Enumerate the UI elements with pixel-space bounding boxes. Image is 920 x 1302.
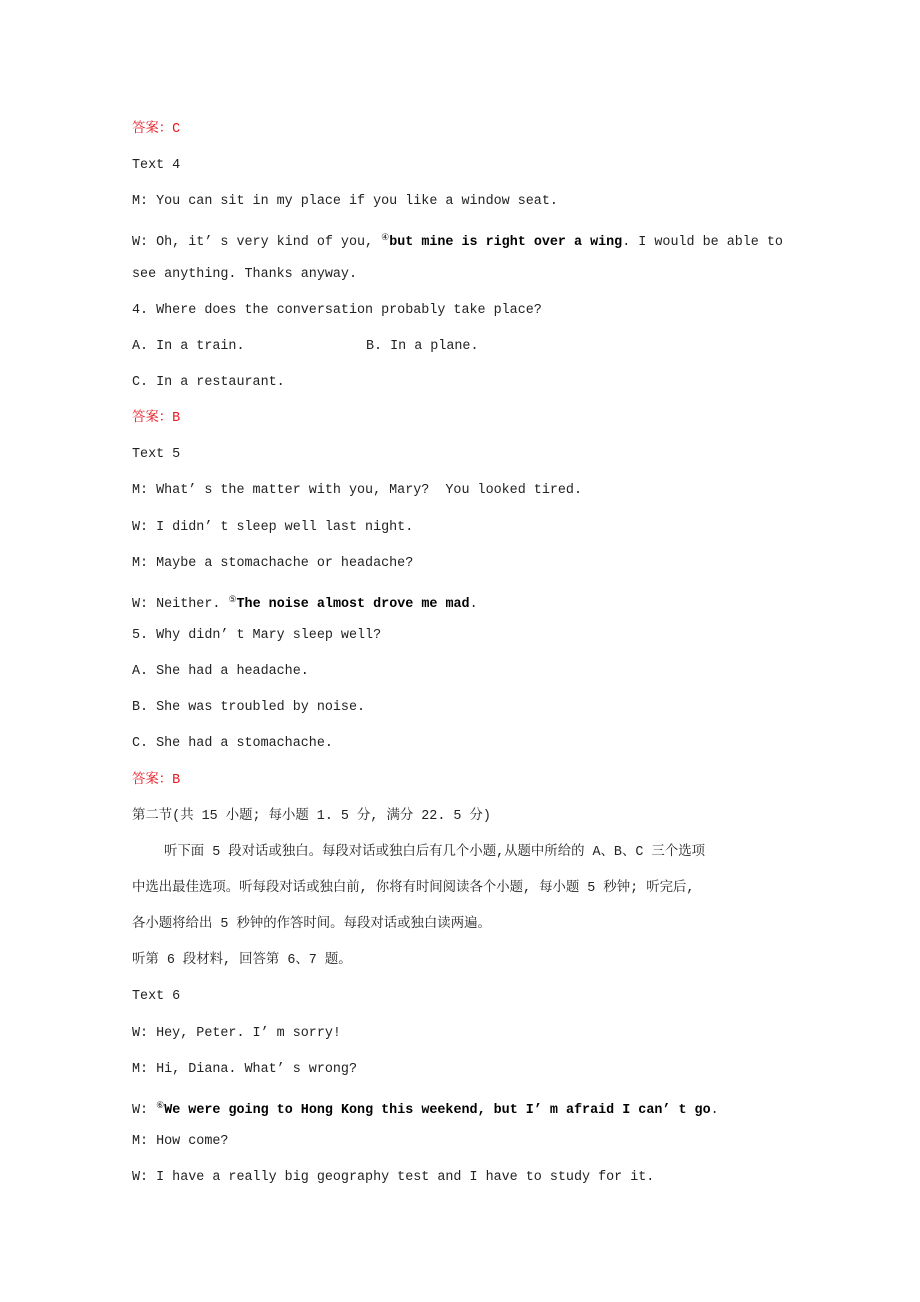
text-line bbox=[132, 914, 802, 950]
text-line bbox=[132, 806, 802, 842]
text-line bbox=[132, 950, 802, 986]
text-segment: 答案：C bbox=[132, 122, 181, 137]
text-line bbox=[132, 661, 802, 697]
bold-key-sentence: The noise almost drove me mad bbox=[236, 596, 470, 612]
text-segment: W: Oh, it’ s very kind of you, bbox=[132, 235, 382, 251]
text-segment: . bbox=[710, 1102, 719, 1118]
text-line bbox=[132, 480, 802, 516]
circled-number: ⑥ bbox=[156, 1100, 165, 1111]
text-line bbox=[132, 517, 802, 553]
text-line bbox=[132, 191, 802, 227]
text-line bbox=[132, 300, 802, 336]
text-segment: 各小题将给出 5 秒钟的作答时间。每段对话或独白读两遍。 bbox=[132, 917, 491, 933]
text-line bbox=[132, 733, 802, 769]
circled-number: ④ bbox=[381, 233, 390, 244]
text-line bbox=[132, 1023, 802, 1059]
text-segment: 答案：B bbox=[132, 772, 181, 788]
text-segment: 听第 6 段材料, 回答第 6、7 题。 bbox=[132, 953, 352, 969]
text-line bbox=[132, 1095, 802, 1131]
text-segment: M: You can sit in my place if you like a window seat. bbox=[132, 194, 558, 210]
text-segment: W: Neither. bbox=[132, 596, 229, 612]
answer-line bbox=[132, 408, 802, 444]
text-line bbox=[132, 227, 802, 263]
document-page bbox=[132, 119, 802, 1203]
text-line bbox=[132, 878, 802, 914]
answer-line bbox=[132, 770, 802, 806]
text-segment: B. She was troubled by noise. bbox=[132, 700, 366, 716]
text-segment: M: Hi, Diana. What’ s wrong? bbox=[132, 1061, 357, 1077]
text-line bbox=[132, 372, 802, 408]
text-line bbox=[132, 986, 802, 1022]
text-segment: A. She had a headache. bbox=[132, 664, 309, 680]
text-segment: 听下面 5 段对话或独白。每段对话或独白后有几个小题,从题中所给的 A、B、C 三个选项 bbox=[164, 844, 705, 860]
text-segment: . I would be able to bbox=[622, 235, 783, 251]
text-line bbox=[132, 625, 802, 661]
text-segment: A. In a train. bbox=[132, 338, 245, 354]
text-segment: M: What’ s the matter with you, Mary? You looked tired. bbox=[132, 483, 582, 499]
text-segment: M: How come? bbox=[132, 1133, 229, 1149]
text-segment: 答案：B bbox=[132, 411, 181, 427]
text-line bbox=[132, 697, 802, 733]
bold-key-sentence: We were going to Hong Kong this weekend, but I’ m afraid I can’ t go bbox=[164, 1102, 711, 1118]
text-segment: Text 6 bbox=[132, 989, 181, 1005]
circled-number: ⑤ bbox=[228, 594, 237, 605]
text-segment: W: I didn’ t sleep well last night. bbox=[132, 519, 414, 535]
text-line bbox=[132, 1167, 802, 1203]
answer-line bbox=[132, 119, 802, 155]
text-segment: . bbox=[469, 596, 478, 612]
text-segment: 第二节(共 15 小题; 每小题 1. 5 分, 满分 22. 5 分) bbox=[132, 808, 491, 824]
text-segment: 4. Where does the conversation probably take place? bbox=[132, 302, 542, 318]
text-segment: Text 5 bbox=[132, 447, 181, 463]
text-line bbox=[132, 553, 802, 589]
text-line bbox=[132, 1131, 802, 1167]
text-line bbox=[132, 444, 802, 480]
text-segment: W: bbox=[132, 1102, 157, 1118]
text-segment: 中选出最佳选项。听每段对话或独白前, 你将有时间阅读各个小题, 每小题 5 秒钟; 听完后, bbox=[132, 880, 695, 896]
text-line bbox=[132, 842, 802, 878]
bold-key-sentence: but mine is right over a wing bbox=[389, 235, 623, 251]
text-segment: W: I have a really big geography test and I have to study for it. bbox=[132, 1170, 655, 1186]
text-segment: B. In a plane. bbox=[366, 338, 479, 354]
text-segment: M: Maybe a stomachache or headache? bbox=[132, 555, 414, 571]
text-line bbox=[132, 1059, 802, 1095]
text-line bbox=[132, 336, 802, 372]
text-segment: Text 4 bbox=[132, 158, 181, 174]
text-line bbox=[132, 589, 802, 625]
text-segment: 5. Why didn’ t Mary sleep well? bbox=[132, 627, 382, 643]
text-line bbox=[132, 155, 802, 191]
text-segment: C. She had a stomachache. bbox=[132, 736, 333, 752]
text-segment: W: Hey, Peter. I’ m sorry! bbox=[132, 1025, 341, 1041]
text-line bbox=[132, 264, 802, 300]
text-segment: C. In a restaurant. bbox=[132, 374, 285, 390]
text-segment: see anything. Thanks anyway. bbox=[132, 266, 357, 282]
